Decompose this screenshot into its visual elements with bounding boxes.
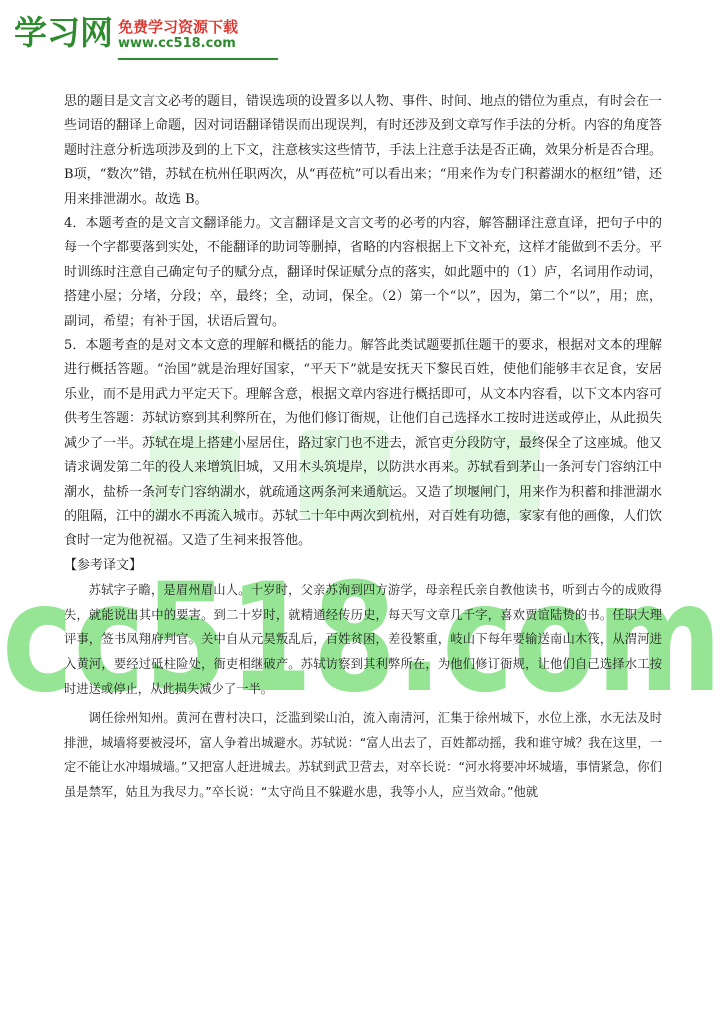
translation-paragraph: 苏轼字子瞻，是眉州眉山人。十岁时，父亲苏洵到四方游学，母亲程氏亲自教他读书，听到古今的成败得失，就能说出其中的要害。到二十岁时，就精通经传历史，每天写文章几千字，喜欢贾谊陆贽的书。任职大理评事，签书凤翔府判官。关中自从元昊叛乱后，百姓贫困，差役繁重，岐山下每年要输送南山木筏，从渭河进入黄河，要经过砥柱险处，衙吏相继破产。苏轼访察到其利弊所在，为他们修订衙规，让他们自己选择水工按时进送或停止，从此损失减少了一半。 <box>64 583 662 696</box>
answer-paragraph: 思的题目是文言文必考的题目，错误选项的设置多以人物、事件、时间、地点的错位为重点，有时会在一些词语的翻译上命题，因对词语翻译错误而出现误判，有时还涉及到文章写作手法的分析。内容的角度答题时注意分析选项涉及到的上下文，注意核实这些情节，手法上注意手法是否正确，效果分析是否合理。B项，“数次”错，苏轼在杭州任职两次，从“再莅杭”可以看出来；“用来作为专门积蓄湖水的枢纽”错，还用来排泄湖水。故选 B。 <box>64 94 663 207</box>
site-header <box>14 12 714 56</box>
site-logo[interactable]: 学习网 <box>14 13 113 52</box>
translation-heading: 【参考译文】 <box>64 557 143 573</box>
translation-paragraph: 调任徐州知州。黄河在曹村决口，泛滥到梁山泊，流入南清河，汇集于徐州城下，水位上涨，水无法及时排泄，城墙将要被浸坏，富人争着出城避水。苏轼说：“富人出去了，百姓都动摇，我和谁守城？我在这里，一定不能让水冲塌城墙。”又把富人赶进城去。苏轼到武卫营去，对卒长说：“河水将要冲坏城墙，事情紧急，你们虽是禁军，姑且为我尽力。”卒长说：“太守尚且不躲避水患，我等小人，应当效命。”他就 <box>64 711 662 799</box>
answer-paragraph: 5．本题考查的是对文本文意的理解和概括的能力。解答此类试题要抓住题干的要求，根据对文本的理解进行概括答题。“治国”就是治理好国家，“平天下”就是安抚天下黎民百姓，使他们能够丰衣足食，安居乐业，而不是用武力平定天下。理解含意，根据文章内容进行概括即可，从文本内容看，以下文本内容可供考生答题：苏轼访察到其利弊所在，为他们修订衙规，让他们自己选择水工按时进送或停止，从此损失减少了一半。苏轼在堤上搭建小屋居住，路过家门也不进去，派官吏分段防守，最终保全了这座城。他又请求调发第二年的役人来增筑旧城，又用木头筑堤岸，以防洪水再来。苏轼看到茅山一条河专门容纳江中潮水，盐桥一条河专门容纳湖水，就疏通这两条河来通航运。又造了坝堰闸门，用来作为积蓄和排泄湖水的阻隔，江中的湖水不再流入城市。苏轼二十年中两次到杭州，对百姓有功德，家家有他的画像，人们饮食时一定为他祝福。又造了生祠来报答他。 <box>64 338 663 549</box>
watermark-text: cc518.com <box>2 552 722 726</box>
document-body <box>64 90 662 804</box>
answer-paragraph: 4．本题考查的是文言文翻译能力。文言翻译是文言文考的必考的内容，解答翻译注意直译，把句子中的每一个字都要落到实处，不能翻译的助词等删掉，省略的内容根据上下文补充，这样才能做到不丢分。平时训练时注意自己确定句子的赋分点，翻译时保证赋分点的落实，如此题中的（1）庐，名词用作动词，搭建小屋；分堵，分段；卒，最终；全，动词，保全。（2）第一个“以”，因为，第二个“以”，用；庶，副词，希望；有补于国，状语后置句。 <box>64 216 663 329</box>
site-url[interactable]: www.cc518.com <box>118 36 236 51</box>
site-slogan: 免费学习资源下载 <box>118 18 239 36</box>
header-divider <box>118 58 278 60</box>
